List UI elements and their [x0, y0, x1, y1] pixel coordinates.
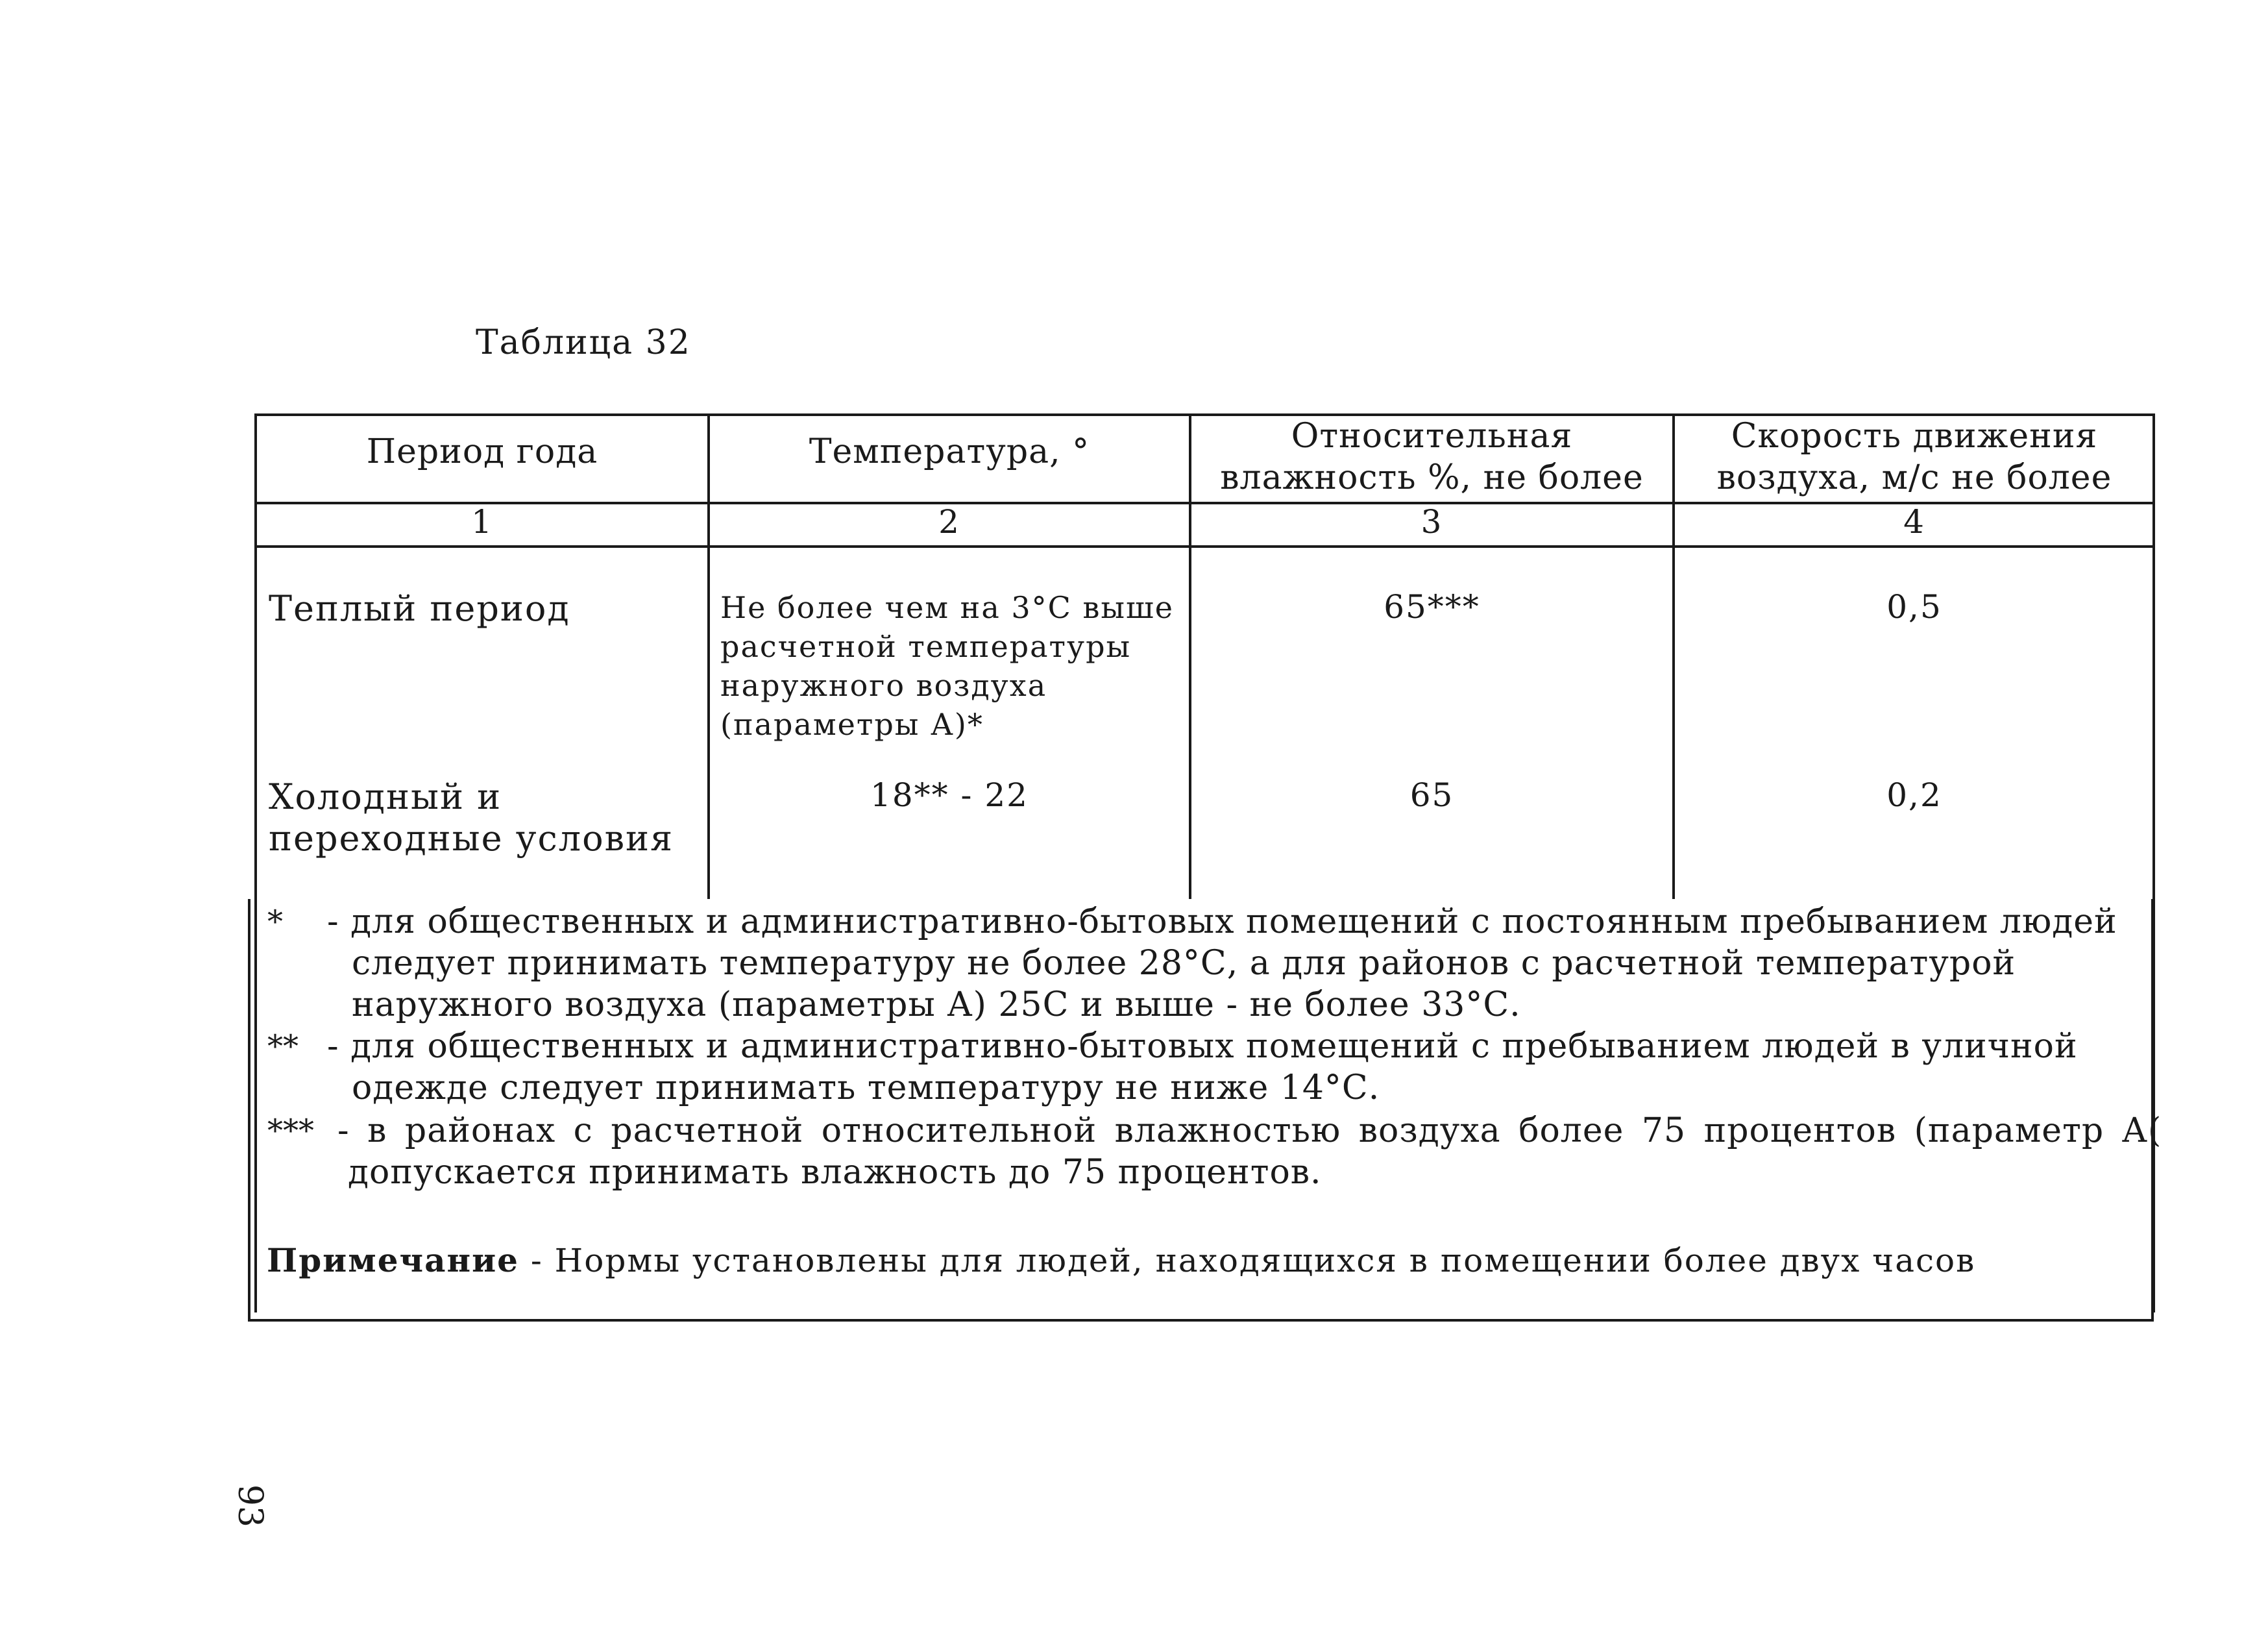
footnote-3-line2: допускается принимать влажность до 75 процентов.	[348, 1153, 1322, 1192]
column-number-4: 4	[1903, 503, 1925, 541]
footnote-mark-3: ***	[267, 1113, 314, 1149]
row-warm-period: Теплый период	[269, 588, 570, 629]
footnote-1-line1: - для общественных и административно-бытовых помещений с постоянным пребыванием людей	[327, 902, 2117, 941]
column-number-1: 1	[471, 503, 493, 541]
frame-left-border	[248, 899, 250, 1322]
row-warm-temperature-line2: расчетной температуры	[720, 629, 1132, 664]
row-cold-temperature: 18** - 22	[870, 776, 1029, 814]
row-cold-humidity: 65	[1409, 776, 1454, 814]
table-caption: Таблица 32	[476, 323, 691, 362]
table-note	[267, 1241, 1975, 1279]
row-warm-humidity: 65***	[1384, 588, 1480, 626]
footnote-1-line2: следует принимать температуру не более 28°С, а для районов с расчетной температурой	[352, 944, 2016, 983]
column-number-2: 2	[938, 503, 960, 541]
note-label: Примечание	[267, 1241, 519, 1279]
footnote-1-line3: наружного воздуха (параметры А) 25С и выше - не более 33°С.	[352, 985, 1521, 1024]
header-speed-line2: воздуха, м/с не более	[1716, 458, 2112, 497]
row-cold-period-line2: переходные условия	[269, 818, 674, 859]
row-warm-temperature-line4: (параметры А)*	[720, 707, 984, 742]
row-warm-temperature-line1: Не более чем на 3°С выше	[720, 590, 1174, 625]
footnote-mark-2: **	[267, 1028, 299, 1065]
row-cold-period-line1: Холодный и	[269, 776, 502, 817]
header-period: Период года	[366, 432, 598, 471]
footnote-2-line1: - для общественных и административно-бытовых помещений с пребыванием людей в уличной	[327, 1027, 2078, 1066]
frame-bottom-border	[248, 1319, 2154, 1322]
note-text: - Нормы установлены для людей, находящихся в помещении более двух часов	[519, 1242, 1976, 1279]
footnote-3-line1: - в районах с расчетной относительной влажностью воздуха более 75 процентов (параметр А(	[337, 1111, 2162, 1150]
column-number-divider	[254, 545, 2155, 548]
header-humidity-line1: Относительная	[1291, 417, 1573, 456]
row-warm-temperature-line3: наружного воздуха	[720, 668, 1047, 703]
row-cold-speed: 0,2	[1886, 776, 1942, 814]
footnote-2-line2: одежде следует принимать температуру не ниже 14°С.	[352, 1068, 1380, 1107]
row-warm-speed: 0,5	[1886, 588, 1942, 626]
header-humidity-line2: влажность %, не более	[1220, 458, 1644, 497]
column-number-3: 3	[1421, 503, 1443, 541]
footnote-mark-1: *	[267, 904, 283, 940]
header-speed-line1: Скорость движения	[1731, 417, 2098, 456]
header-temperature: Температура, °	[809, 432, 1090, 471]
column-divider-1	[707, 413, 710, 899]
page-number: 93	[230, 1484, 270, 1528]
